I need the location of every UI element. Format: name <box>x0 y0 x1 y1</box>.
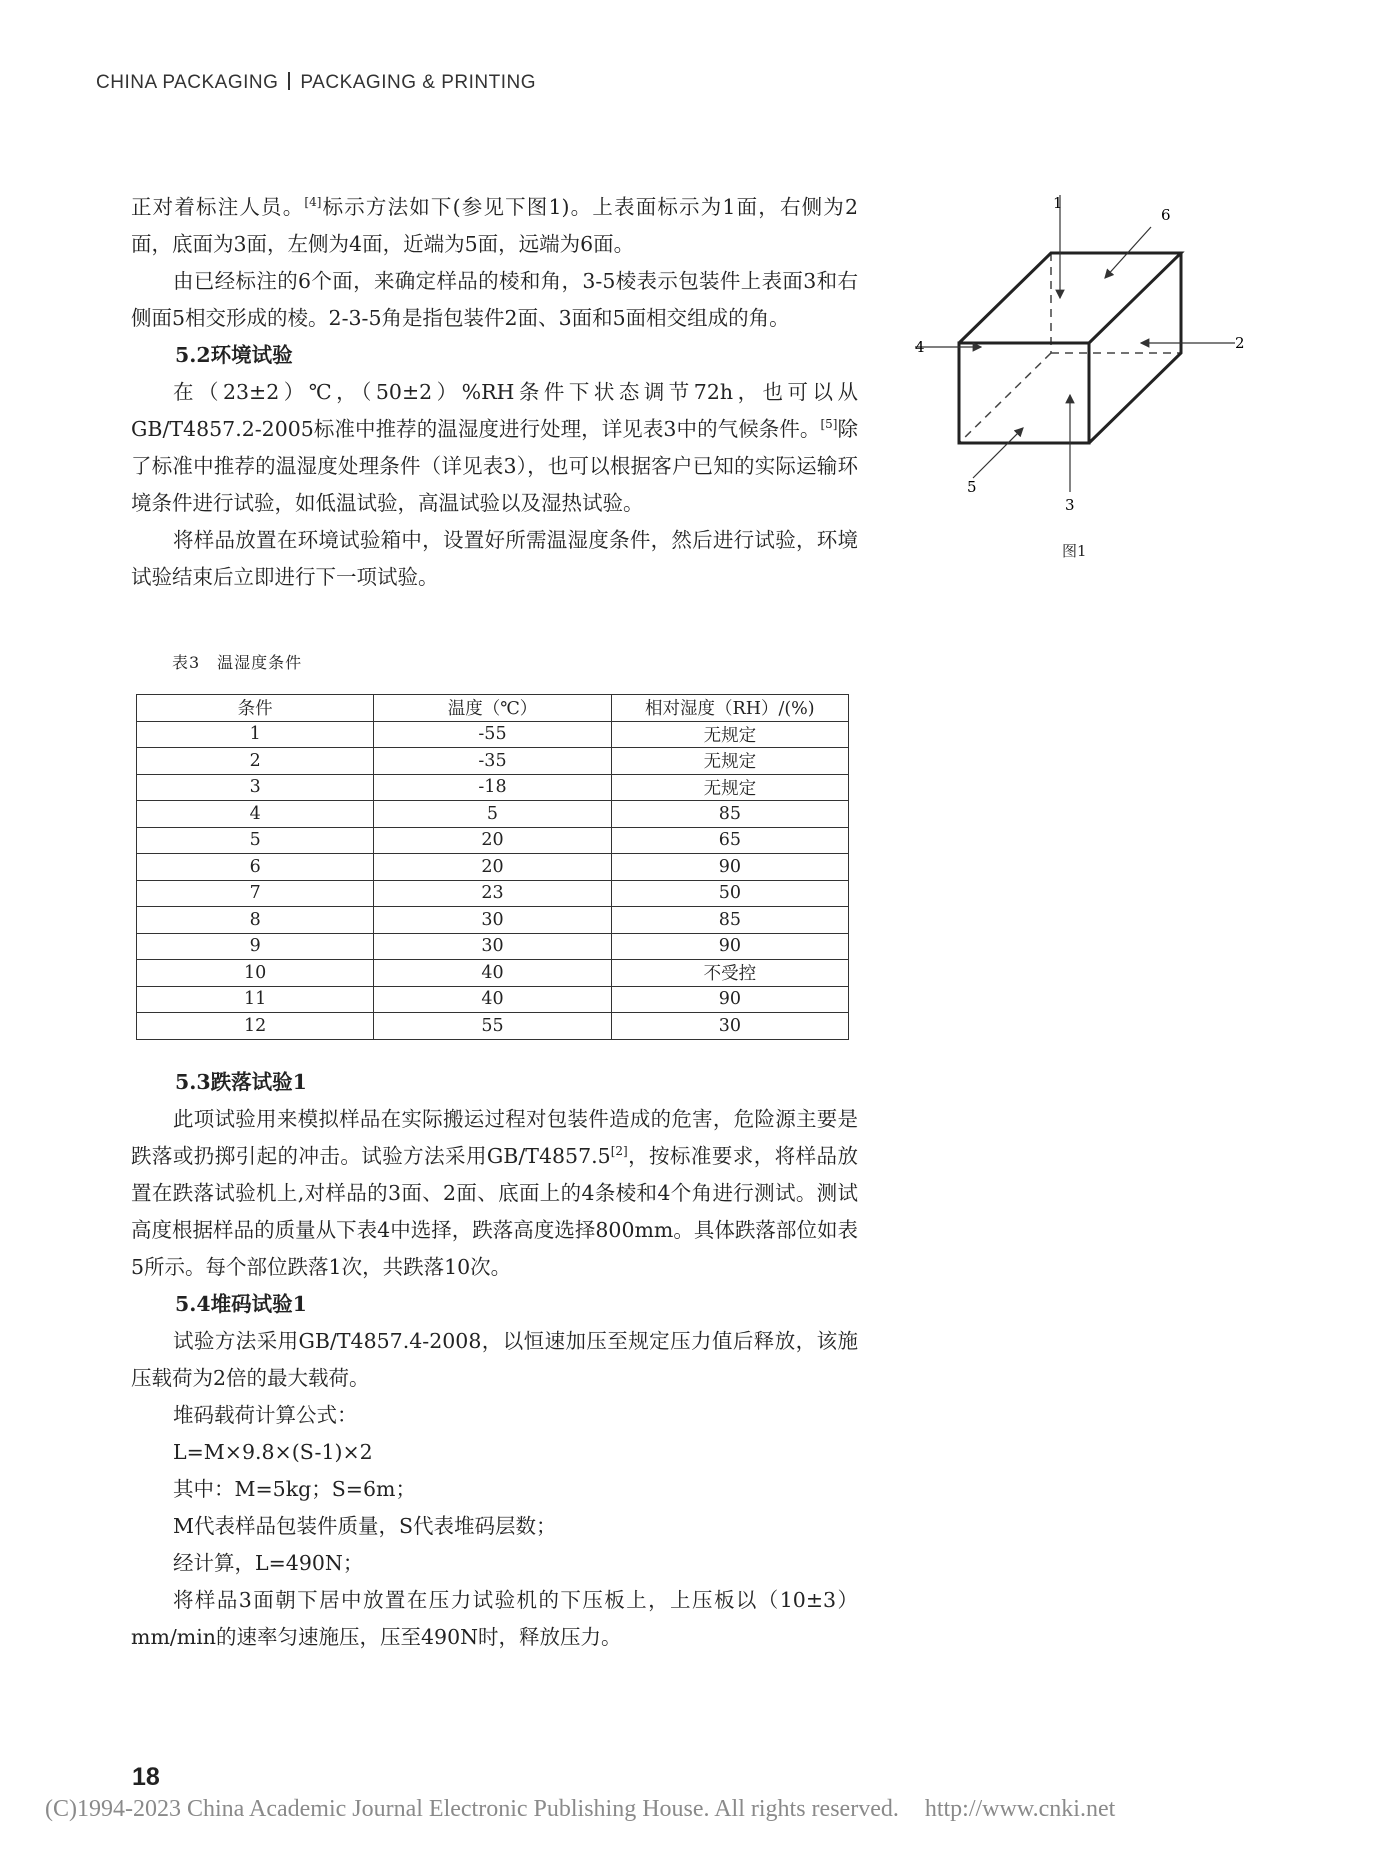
table-cell: 11 <box>137 986 374 1013</box>
table-cell: 1 <box>137 721 374 748</box>
table-cell: 12 <box>137 1013 374 1040</box>
table-header-cell: 温度（℃） <box>374 695 611 722</box>
table-cell: 40 <box>374 986 611 1013</box>
table-row <box>137 801 849 828</box>
table-cell: 23 <box>374 880 611 907</box>
header-separator <box>288 72 290 90</box>
p3-text-b: 除了标准中推荐的温湿度处理条件（详见表3），也可以根据客户已知的实际运输环境条件进行试验，如低温试验，高温试验以及湿热试验。 <box>131 417 859 515</box>
table-cell: 8 <box>137 907 374 934</box>
paragraph-4: 将样品放置在环境试验箱中，设置好所需温湿度条件，然后进行试验，环境试验结束后立即进行下一项试验。 <box>131 528 858 589</box>
table-cell: 5 <box>137 827 374 854</box>
text-column-bottom <box>131 1064 858 1656</box>
formula: L=M×9.8×(S-1)×2 <box>173 1440 373 1464</box>
table-cell: 5 <box>374 801 611 828</box>
table-cell: 无规定 <box>611 721 848 748</box>
table-row <box>137 721 849 748</box>
running-header <box>96 72 536 94</box>
citation-4: [4] <box>304 195 322 210</box>
table-row <box>137 774 849 801</box>
table-cell: 2 <box>137 748 374 775</box>
section-5-2-heading: 5.2环境试验 <box>175 343 293 367</box>
table-cell: 不受控 <box>611 960 848 987</box>
table-cell: 30 <box>611 1013 848 1040</box>
table-cell: 3 <box>137 774 374 801</box>
table-cell: -18 <box>374 774 611 801</box>
table-cell: 4 <box>137 801 374 828</box>
table-cell: 90 <box>611 986 848 1013</box>
paragraph-2: 由已经标注的6个面，来确定样品的棱和角，3-5棱表示包装件上表面3和右侧面5相交形成的棱。2-3-5角是指包装件2面、3面和5面相交组成的角。 <box>131 269 858 330</box>
paragraph-6: 试验方法采用GB/T4857.4-2008，以恒速加压至规定压力值后释放，该施压载荷为2倍的最大载荷。 <box>131 1329 858 1390</box>
copyright-footer <box>45 1796 1345 1823</box>
table-cell: 7 <box>137 880 374 907</box>
p3-text-a: 在（23±2）℃，（50±2）%RH条件下状态调节72h，也可以从GB/T4857.2-2005标准中推荐的温湿度进行处理，详见表3中的气候条件。 <box>131 380 858 441</box>
face-label-2: 2 <box>1235 334 1245 352</box>
section-5-3-heading: 5.3跌落试验1 <box>175 1070 307 1094</box>
table-cell: -55 <box>374 721 611 748</box>
table-cell: 30 <box>374 907 611 934</box>
formula-values: 其中：M=5kg；S=6m； <box>173 1477 416 1501</box>
p5-text-b: ，按标准要求，将样品放置在跌落试验机上,对样品的3面、2面、底面上的4条棱和4个角进行测试。测试高度根据样品的质量从下表4中选择，跌落高度选择800mm。具体跌落部位如表5所示。每个部位跌落1次，共跌落10次。 <box>131 1144 858 1279</box>
table-cell: -35 <box>374 748 611 775</box>
table-cell: 30 <box>374 933 611 960</box>
paragraph-5 <box>131 1101 858 1286</box>
figure-1-box-diagram <box>915 190 1245 520</box>
page-number: 18 <box>132 1763 160 1791</box>
footer-url: http://www.cnki.net <box>924 1796 1116 1822</box>
copyright-text: (C)1994-2023 China Academic Journal Electronic Publishing House. All rights reserved. <box>45 1796 899 1822</box>
face-label-5: 5 <box>967 478 977 496</box>
table-cell: 无规定 <box>611 748 848 775</box>
table-3-caption: 表3 温湿度条件 <box>172 653 303 672</box>
table-row <box>137 748 849 775</box>
table-cell: 65 <box>611 827 848 854</box>
formula-result: 经计算，L=490N； <box>173 1551 364 1575</box>
formula-definitions: M代表样品包装件质量，S代表堆码层数； <box>173 1514 557 1538</box>
section-name: PACKAGING & PRINTING <box>300 72 536 93</box>
face-label-1: 1 <box>1053 194 1063 212</box>
table-row <box>137 907 849 934</box>
paragraph-12: 将样品3面朝下居中放置在压力试验机的下压板上，上压板以（10±3）mm/min的速率匀速施压，压至490N时，释放压力。 <box>131 1588 858 1649</box>
table-header-cell: 条件 <box>137 695 374 722</box>
paragraph-1 <box>131 189 858 263</box>
table-cell: 85 <box>611 907 848 934</box>
table-header-row <box>137 695 849 722</box>
table-cell: 10 <box>137 960 374 987</box>
p1-text-b: 标示方法如下(参见下图1)。上表面标示为1面，右侧为2面，底面为3面，左侧为4面，近端为5面，远端为6面。 <box>131 195 859 256</box>
table-cell: 6 <box>137 854 374 881</box>
table-cell: 50 <box>611 880 848 907</box>
table-row <box>137 1013 849 1040</box>
table-header-cell: 相对湿度（RH）/(%) <box>611 695 848 722</box>
text-column-top <box>131 189 858 596</box>
table-row <box>137 880 849 907</box>
p1-text-a: 正对着标注人员。 <box>131 195 305 219</box>
table-3 <box>136 694 849 1040</box>
table-cell: 40 <box>374 960 611 987</box>
p5-text-a: 此项试验用来模拟样品在实际搬运过程对包装件造成的危害，危险源主要是跌落或扔掷引起的冲击。试验方法采用GB/T4857.5 <box>131 1107 858 1168</box>
table-row <box>137 827 849 854</box>
table-cell: 90 <box>611 854 848 881</box>
table-row <box>137 933 849 960</box>
face-label-6: 6 <box>1161 206 1171 224</box>
table-cell: 90 <box>611 933 848 960</box>
table-cell: 无规定 <box>611 774 848 801</box>
face-label-4: 4 <box>915 338 925 356</box>
table-row <box>137 986 849 1013</box>
table-cell: 9 <box>137 933 374 960</box>
citation-5: [5] <box>820 417 838 432</box>
formula-intro: 堆码载荷计算公式： <box>173 1403 358 1427</box>
figure-1-caption: 图1 <box>1062 542 1087 560</box>
face-label-3: 3 <box>1065 496 1075 514</box>
paragraph-3 <box>131 374 858 522</box>
table-row <box>137 854 849 881</box>
table-cell: 20 <box>374 827 611 854</box>
table-cell: 20 <box>374 854 611 881</box>
table-row <box>137 960 849 987</box>
table-cell: 55 <box>374 1013 611 1040</box>
table-cell: 85 <box>611 801 848 828</box>
section-5-4-heading: 5.4堆码试验1 <box>175 1292 307 1316</box>
citation-2: [2] <box>610 1144 628 1159</box>
journal-name: CHINA PACKAGING <box>96 72 279 93</box>
